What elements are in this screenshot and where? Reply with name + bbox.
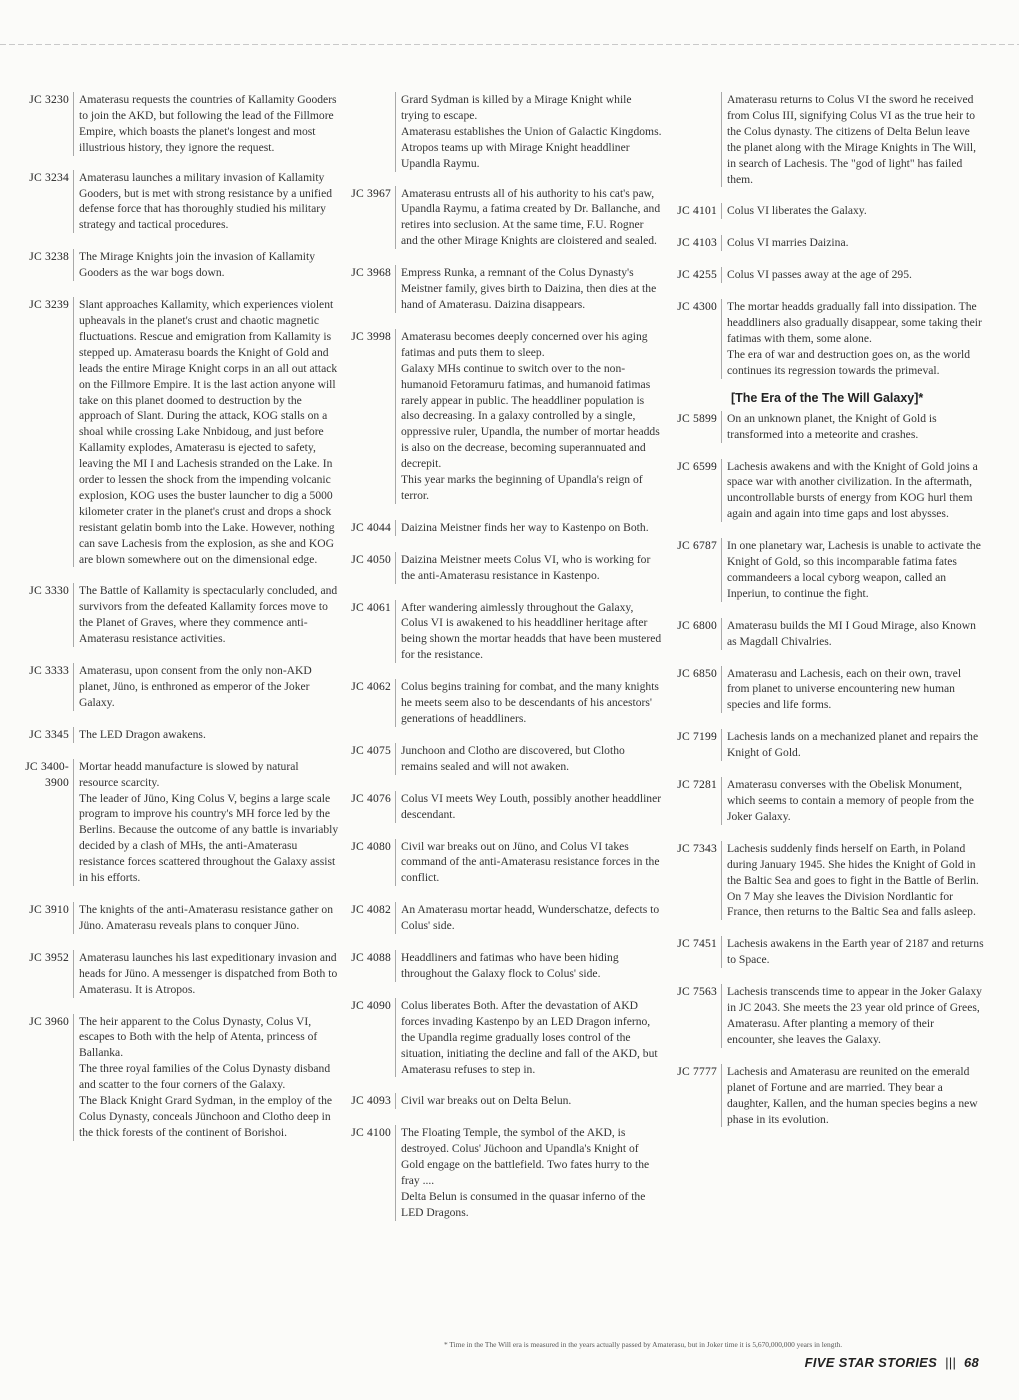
timeline-entry <box>340 186 662 250</box>
entry-text: Colus VI passes away at the age of 295. <box>727 268 912 282</box>
entry-year: JC 4080 <box>351 839 391 853</box>
entry-body <box>721 538 984 602</box>
entry-text: Lachesis transcends time to appear in the Joker Galaxy in JC 2043. She meets the 23 year old prince of Grees, Amaterasu. After planting a memory of their encounter, she leaves the Galaxy. <box>727 985 982 1046</box>
footer-title: FIVE STAR STORIES <box>804 1355 938 1370</box>
timeline-entry <box>340 950 662 982</box>
entry-year: JC 3967 <box>351 186 391 200</box>
timeline-entry <box>14 663 340 711</box>
entry-year: JC 4075 <box>351 743 391 757</box>
entry-body <box>721 92 984 187</box>
entry-text: Colus VI meets Wey Louth, possibly another headdliner descendant. <box>401 791 662 821</box>
entry-body <box>73 759 340 886</box>
entry-text: Delta Belun is consumed in the quasar inferno of the LED Dragons. <box>401 1189 646 1219</box>
timeline-entry <box>340 552 662 584</box>
entry-text: Amaterasu builds the MI I Goud Mirage, also Known as Magdall Chivalries. <box>727 618 976 648</box>
entry-body <box>395 92 662 172</box>
entry-year: JC 5899 <box>677 411 717 425</box>
entry-text: On an unknown planet, the Knight of Gold is transformed into a meteorite and crashes. <box>727 411 937 441</box>
timeline-entry <box>14 92 340 156</box>
entry-year: JC 3239 <box>29 298 69 312</box>
entry-text: Lachesis and Amaterasu are reunited on the emerald planet of Fortune and are married. They bear a daughter, Kallen, and the human species begins a new phase in its evolution. <box>727 1064 978 1126</box>
entry-text: Lachesis lands on a mechanized planet and repairs the Knight of Gold. <box>727 730 979 760</box>
entry-year: JC 4062 <box>351 680 391 694</box>
entry-body <box>73 583 340 647</box>
entry-year: JC 4088 <box>351 951 391 965</box>
entry-year: JC 7281 <box>677 778 717 792</box>
entry-body <box>73 1014 340 1141</box>
entry-year: JC 3234 <box>29 170 69 184</box>
footer-separator: ||| <box>944 1355 957 1370</box>
timeline-entry <box>14 249 340 281</box>
timeline-entry <box>664 538 984 602</box>
entry-year: JC 3330 <box>29 584 69 598</box>
entry-body <box>721 267 984 283</box>
entry-body <box>73 170 340 234</box>
entry-text: After wandering aimlessly throughout the Galaxy, Colus VI is awakened to his headdliner heritage after being shown the mortar headds that have been mustered for the resistance. <box>401 600 662 662</box>
entry-year: JC 7563 <box>677 985 717 999</box>
entry-body <box>721 936 984 968</box>
entry-year: JC 7343 <box>677 841 717 855</box>
entry-year: JC 3400- 3900 <box>25 759 69 789</box>
timeline-entry <box>14 170 340 234</box>
entry-body <box>721 411 984 443</box>
timeline-entry <box>664 459 984 523</box>
entry-year: JC 4044 <box>351 520 391 534</box>
entry-text: The Black Knight Grard Sydman, in the employ of the Colus Dynasty, conceals Jünchoon and Clotho deep in the thick forests of the continent of Borishoi. <box>79 1094 333 1139</box>
entry-body <box>73 902 340 934</box>
entry-text: Empress Runka, a remnant of the Colus Dynasty's Meistner family, gives birth to Daizina, then dies at the hand of Amaterasu. Daizina disappears. <box>401 266 657 311</box>
entry-text: Colus liberates Both. After the devastation of AKD forces invading Kastenpo by an LED Dragon inferno, the Upandla regime gradually loses control of the situation, initiating the decline and fall of the AKD, but Amaterasu refuses to step in. <box>401 998 658 1076</box>
entry-body <box>721 729 984 761</box>
timeline-entry <box>340 791 662 823</box>
entry-text: The Battle of Kallamity is spectacularly concluded, and survivors from the defeated Kallamity forces move to the Planet of Graves, where they commence anti-Amaterasu resistance activities. <box>79 584 338 646</box>
entry-year: JC 3333 <box>29 664 69 678</box>
timeline-entry <box>340 520 662 536</box>
timeline-entry <box>664 618 984 650</box>
entry-year: JC 4103 <box>677 236 717 250</box>
timeline-entry <box>664 984 984 1048</box>
entry-text: Mortar headd manufacture is slowed by natural resource scarcity. <box>79 759 299 789</box>
entry-text: Junchoon and Clotho are discovered, but Clotho remains sealed and will not awaken. <box>401 743 625 773</box>
entry-text: Headdliners and fatimas who have been hiding throughout the Galaxy flock to Colus' side. <box>401 951 619 980</box>
entry-year: JC 6800 <box>677 618 717 632</box>
entry-body <box>395 791 662 823</box>
entry-year: JC 3968 <box>351 266 391 280</box>
entry-text: Colus VI liberates the Galaxy. <box>727 204 867 218</box>
entry-text: Lachesis suddenly finds herself on Earth, in Poland during January 1945. She hides the Knight of Gold in the Baltic Sea and goes to fight in the Battle of Berlin. On 7 May she leaves the Division Nordlantic for France, then returns to the Baltic Sea and falls asleep. <box>727 841 979 919</box>
entry-year: JC 7451 <box>677 937 717 951</box>
timeline-entry <box>340 1125 662 1220</box>
entry-body <box>395 743 662 775</box>
entry-body <box>73 92 340 156</box>
entry-body <box>721 841 984 921</box>
entry-year: JC 4050 <box>351 552 391 566</box>
timeline-entry <box>664 1064 984 1128</box>
entry-text: Amaterasu and Lachesis, each on their own, travel from planet to universe encountering new human species and life forms. <box>727 666 962 712</box>
entry-body <box>395 1093 662 1109</box>
entry-year: JC 3238 <box>29 250 69 264</box>
timeline-entry <box>664 203 984 219</box>
timeline-entry <box>14 727 340 743</box>
entry-year: JC 3960 <box>29 1014 69 1028</box>
entry-year: JC 4300 <box>677 300 717 314</box>
timeline-entry <box>340 743 662 775</box>
entry-body <box>73 249 340 281</box>
entry-text: Galaxy MHs continue to switch over to the non-humanoid Fetoramuru fatimas, and humanoid fatimas rarely appear in public. The headdliner population is also decreasing. In a galaxy controlled by a single, oppressive ruler, Upandla, the number of mortar headds is also on the decrease, becoming superannuated and decrepit. <box>401 361 660 471</box>
entry-text: An Amaterasu mortar headd, Wunderschatze, defects to Colus' side. <box>401 903 660 933</box>
entry-text: Amaterasu establishes the Union of Galactic Kingdoms. <box>401 124 662 138</box>
entry-year: JC 3910 <box>29 902 69 916</box>
entry-text: Colus begins training for combat, and the many knights he meets seem also to be descendants of his ancestors' generations of headdliners. <box>401 680 659 725</box>
entry-body <box>395 186 662 250</box>
entry-body <box>721 459 984 523</box>
entry-year: JC 6850 <box>677 666 717 680</box>
timeline-entry <box>664 729 984 761</box>
entry-text: Amaterasu entrusts all of his authority to his cat's paw, Upandla Raymu, a fatima created by Dr. Ballanche, and retires into seclusion. At the same time, F.U. Rogner and the other Mirage Knights are cloistered and sealed. <box>401 186 661 248</box>
entry-text: The era of war and destruction goes on, as the world continues its regression towards the primeval. <box>727 347 971 377</box>
timeline-entry <box>340 92 662 172</box>
entry-body <box>721 618 984 650</box>
entry-text: Lachesis awakens in the Earth year of 2187 and returns to Space. <box>727 937 984 967</box>
entry-body <box>395 839 662 887</box>
entry-body <box>395 679 662 727</box>
entry-year: JC 4061 <box>351 600 391 614</box>
timeline-entry <box>340 679 662 727</box>
entry-body <box>73 950 340 998</box>
entry-text: The heir apparent to the Colus Dynasty, Colus VI, escapes to Both with the help of Atenta, princess of Ballanka. <box>79 1014 318 1060</box>
entry-body <box>73 297 340 567</box>
entry-year: JC 4255 <box>677 268 717 282</box>
entry-year: JC 7199 <box>677 730 717 744</box>
entry-year: JC 4093 <box>351 1094 391 1108</box>
entry-year: JC 7777 <box>677 1064 717 1078</box>
entry-text: Daizina Meistner meets Colus VI, who is working for the anti-Amaterasu resistance in Kastenpo. <box>401 552 651 582</box>
entry-body <box>395 1125 662 1220</box>
entry-year: JC 6599 <box>677 459 717 473</box>
timeline-entry <box>664 936 984 968</box>
entry-body <box>721 777 984 825</box>
timeline-entry <box>340 329 662 504</box>
entry-text: Amaterasu requests the countries of Kallamity Gooders to join the AKD, but following the lead of the Fillmore Empire, which boasts the planet's longest and most illustrious history, they ignore the request. <box>79 93 337 154</box>
entry-text: Amaterasu launches his last expeditionary invasion and heads for Jüno. A messenger is dispatched from Both to Amaterasu. It is Atropos. <box>79 950 338 996</box>
entry-year: JC 3230 <box>29 93 69 106</box>
entry-text: Daizina Meistner finds her way to Kastenpo on Both. <box>401 520 649 534</box>
top-border-rule <box>0 44 1019 45</box>
entry-year: JC 4082 <box>351 903 391 917</box>
entry-text: The leader of Jüno, King Colus V, begins a large scale program to improve his country's MH force led by the Berlins. Because the outcome of any battle is invariably decided by a clash of MHs, the anti-Amaterasu resistance forces scattered throughout the Galaxy assist in his efforts. <box>79 791 339 885</box>
entry-body <box>395 552 662 584</box>
entry-body <box>395 265 662 313</box>
entry-year: JC 4100 <box>351 1126 391 1140</box>
entry-text: In one planetary war, Lachesis is unable to activate the Knight of Gold, so this incomparable fatima fates commandeers a local cyborg weapon, called an Inperiun, to continue the fight. <box>727 539 981 600</box>
entry-year: JC 3345 <box>29 727 69 741</box>
timeline-column-3 <box>664 92 984 1127</box>
timeline-entry <box>664 299 984 379</box>
entry-text: Civil war breaks out on Delta Belun. <box>401 1094 572 1108</box>
timeline-entry <box>14 759 340 886</box>
entry-text: Colus VI marries Daizina. <box>727 236 849 250</box>
timeline-column-2 <box>340 92 662 1221</box>
entry-text: Grard Sydman is killed by a Mirage Knight while trying to escape. <box>401 93 632 122</box>
entry-year: JC 3998 <box>351 329 391 343</box>
entry-body <box>395 600 662 664</box>
entry-text: The mortar headds gradually fall into dissipation. The headdliners also gradually disappear, some taking their fatimas with them, some alone. <box>727 300 982 345</box>
page-footer <box>805 1355 979 1370</box>
entry-text: Atropos teams up with Mirage Knight headdliner Upandla Raymu. <box>401 140 630 170</box>
page-number: 68 <box>963 1355 979 1370</box>
timeline-entry <box>664 666 984 714</box>
timeline-entry <box>340 265 662 313</box>
timeline-entry <box>664 92 984 187</box>
entry-text: Amaterasu, upon consent from the only non-AKD planet, Jüno, is enthroned as emperor of the Joker Galaxy. <box>79 664 312 709</box>
timeline-entry <box>340 998 662 1078</box>
timeline-entry <box>340 902 662 934</box>
entry-text: The knights of the anti-Amaterasu resistance gather on Jüno. Amaterasu reveals plans to conquer Jüno. <box>79 902 334 932</box>
entry-text: Amaterasu launches a military invasion of Kallamity Gooders, but is met with strong resistance by a unified defense force that has thoroughly studied his military strategy and tactical procedures. <box>79 170 333 232</box>
entry-body <box>395 902 662 934</box>
entry-year: JC 6787 <box>677 539 717 553</box>
entry-text: Slant approaches Kallamity, which experiences violent upheavals in the planet's crust and chaotic magnetic fluctuations. Rescue and emigration from Kallamity is stepped up. Amaterasu boards the Knight of Gold and leads the entire Mirage Knight corps in an all out attack on the Fillmore Empire. It is the last action anyone will take on this planet doomed to destruction by the approach of Slant. During the attack, KOG stalls on a shoal while crossing Lake Nnbidoug, and just before Kallamity explodes, Amaterasu is ejected to safety, leaving the MI I and Lachesis stranded on the Lake. In order to lessen the shock from the impending volcanic explosion, KOG uses the buster launcher to dig a 5000 kilometer crater in the planet's crust and drops a shock resistant gelatin bomb into the Lake. However, nothing can save Lachesis from the explosion, as she and KOG are blown somewhere out on the dimensional edge. <box>79 298 338 566</box>
entry-text: Amaterasu becomes deeply concerned over his aging fatimas and puts them to sleep. <box>401 329 648 359</box>
entry-body <box>395 998 662 1078</box>
entry-year: JC 4101 <box>677 204 717 218</box>
timeline-entry <box>340 600 662 664</box>
entry-year: JC 4076 <box>351 791 391 805</box>
entry-body <box>395 329 662 504</box>
timeline-entry <box>664 235 984 251</box>
timeline-entry <box>664 267 984 283</box>
entry-text: Amaterasu returns to Colus VI the sword he received from Colus III, signifying Colus VI as the true heir to the Colus dynasty. The citizens of Delta Belun leave the planet along with the Mirage Knights in The Will, in search of Lachesis. The "god of light" has failed them. <box>727 93 976 186</box>
timeline-entry <box>14 950 340 998</box>
entry-year: JC 3952 <box>29 950 69 964</box>
entry-text: The LED Dragon awakens. <box>79 727 206 741</box>
timeline-entry <box>14 1014 340 1141</box>
timeline-entry <box>664 411 984 443</box>
entry-text: This year marks the beginning of Upandla's reign of terror. <box>401 473 643 502</box>
timeline-entry <box>14 297 340 567</box>
entry-text: The Floating Temple, the symbol of the AKD, is destroyed. Colus' Jüchoon and Upandla's Knight of Gold engage on the battlefield. Two fates hurry to the fray .... <box>401 1126 650 1188</box>
entry-body <box>395 520 662 536</box>
timeline-entry <box>340 1093 662 1109</box>
entry-body <box>721 203 984 219</box>
entry-body <box>721 299 984 379</box>
timeline-entry <box>664 777 984 825</box>
footnote: * Time in the The Will era is measured in the years actually passed by Amaterasu, but in Joker time it is 5,670,000,000 years in length. <box>444 1340 843 1349</box>
timeline-entry <box>664 841 984 921</box>
entry-text: Civil war breaks out on Jüno, and Colus VI takes command of the anti-Amaterasu resistance forces in the conflict. <box>401 839 660 885</box>
entry-year: JC 4090 <box>351 998 391 1012</box>
entry-text: Amaterasu converses with the Obelisk Monument, which seems to contain a memory of people from the Joker Galaxy. <box>727 778 974 823</box>
entry-body <box>73 727 340 743</box>
timeline-entry <box>14 902 340 934</box>
timeline-column-1 <box>14 92 340 1141</box>
entry-body <box>721 666 984 714</box>
timeline-entry <box>14 583 340 647</box>
entry-body <box>721 984 984 1048</box>
entry-body <box>721 235 984 251</box>
entry-body <box>73 663 340 711</box>
entry-text: The Mirage Knights join the invasion of Kallamity Gooders as the war bogs down. <box>79 250 316 280</box>
timeline-entry <box>340 839 662 887</box>
era-heading: [The Era of the The Will Galaxy]* <box>731 390 924 405</box>
entry-body <box>721 1064 984 1128</box>
entry-body <box>395 950 662 982</box>
entry-text: The three royal families of the Colus Dynasty disband and scatter to the four corners of the Galaxy. <box>79 1062 331 1092</box>
entry-text: Lachesis awakens and with the Knight of Gold joins a space war with another civilization. In the aftermath, uncontrollable bursts of energy from KOG hurl them again and again into time gaps and lost abysses. <box>727 459 978 521</box>
